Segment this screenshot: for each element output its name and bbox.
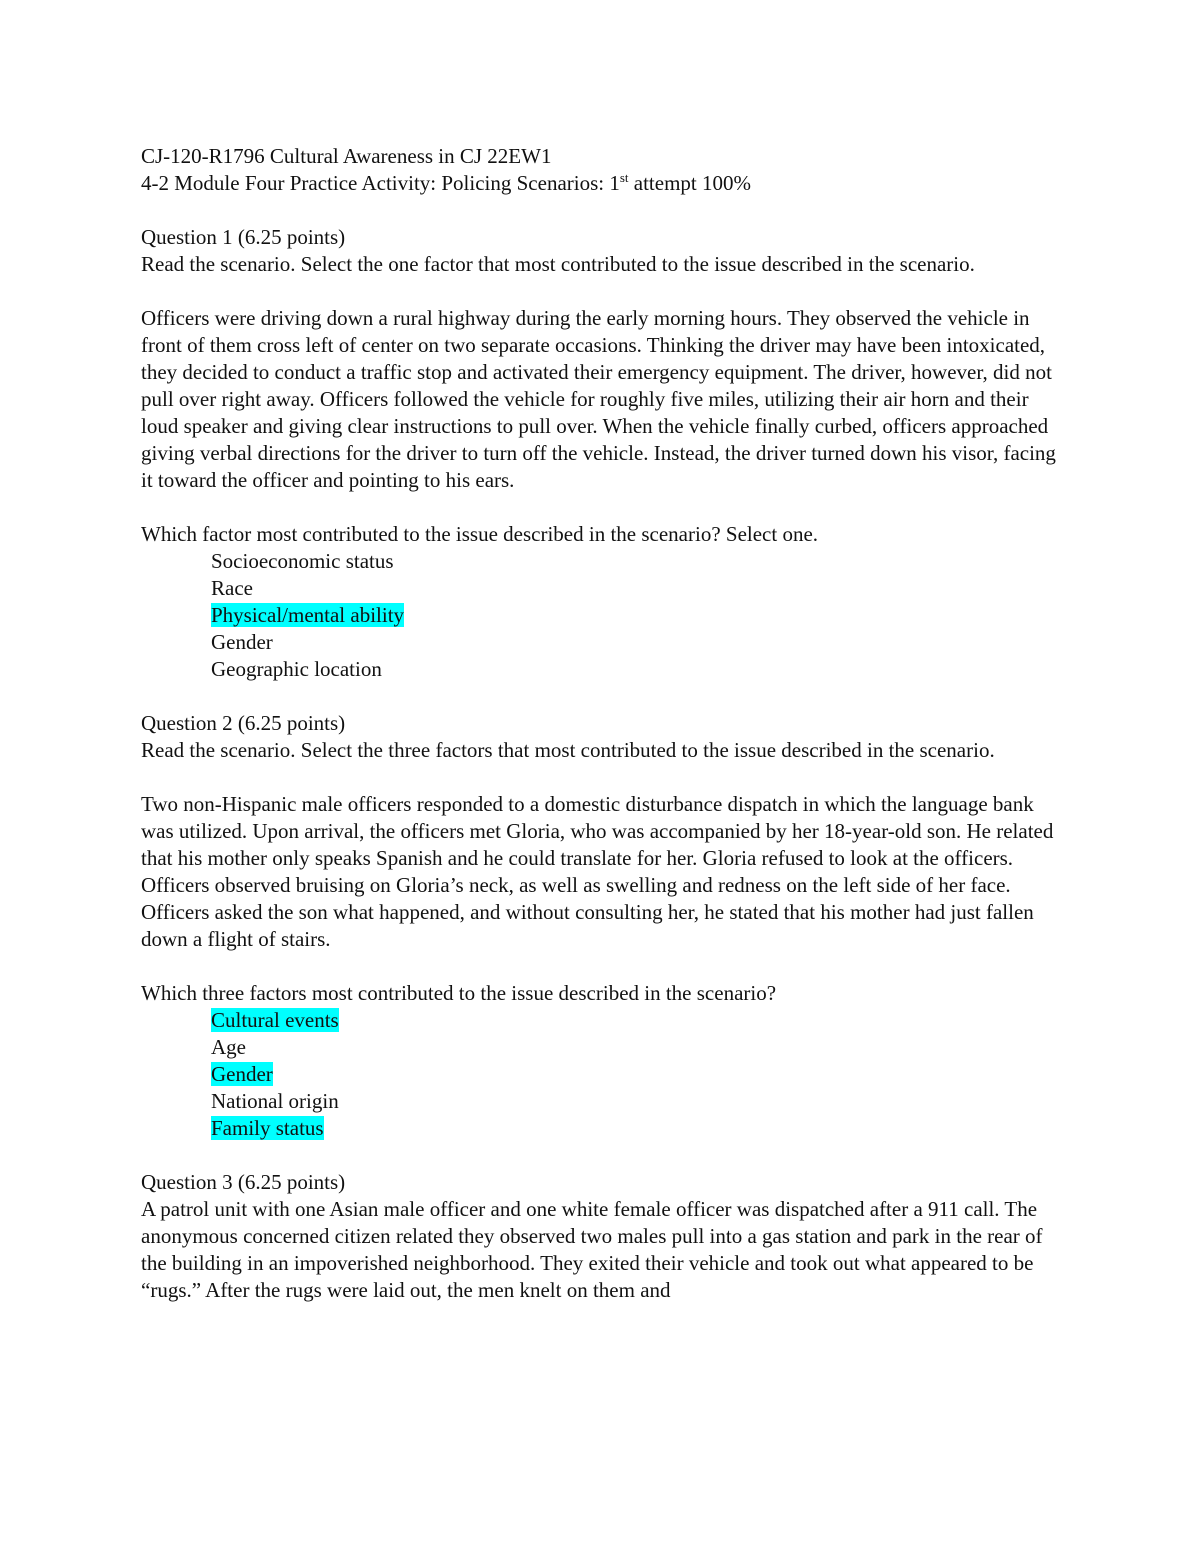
q2-option: National origin — [211, 1089, 339, 1113]
activity-title-prefix: 4-2 Module Four Practice Activity: Policing Scenarios: 1 — [141, 171, 620, 195]
q2-option-selected: Gender — [211, 1062, 273, 1086]
q1-title: Question 1 (6.25 points) — [141, 225, 346, 249]
q2-scenario: Two non-Hispanic male officers responded to a domestic disturbance dispatch in which the language bank was utilized. Upon arrival, the officers met Gloria, who was accompanied by her 18-year-old son. He related that his mother only speaks Spanish and he could translate for her. Gloria refused to look at the officers. Officers observed bruising on Gloria’s neck, as well as swelling and redness on the left side of her face. Officers asked the son what happened, and without consulting her, he stated that his mother had just fallen down a flight of stairs. — [141, 792, 1054, 951]
activity-title-superscript: st — [619, 170, 629, 185]
q1-option: Geographic location — [211, 657, 382, 681]
q2-option-selected: Cultural events — [211, 1008, 339, 1032]
q1-scenario: Officers were driving down a rural highway during the early morning hours. They observed the vehicle in front of them cross left of center on two separate occasions. Thinking the driver may have been intoxicated, they decided to conduct a traffic stop and activated their emergency equipment. The driver, however, did not pull over right away. Officers followed the vehicle for roughly five miles, utilizing their air horn and their loud speaker and giving clear instructions to pull over. When the vehicle finally curbed, officers approached giving verbal directions for the driver to turn off the vehicle. Instead, the driver turned down his visor, facing it toward the officer and pointing to his ears. — [141, 306, 1056, 492]
q2-option: Age — [211, 1035, 246, 1059]
q1-question: Which factor most contributed to the issue described in the scenario? Select one. — [141, 522, 819, 546]
q1-option: Gender — [211, 630, 273, 654]
q3-scenario: A patrol unit with one Asian male officer and one white female officer was dispatched after a 911 call. The anonymous concerned citizen related they observed two males pull into a gas station and park in the rear of the building in an impoverished neighborhood. They exited their vehicle and took out what appeared to be “rugs.” After the rugs were laid out, the men knelt on them and — [141, 1197, 1043, 1302]
q2-title: Question 2 (6.25 points) — [141, 711, 346, 735]
q1-option: Socioeconomic status — [211, 549, 394, 573]
activity-title — [141, 170, 1061, 197]
q2-option-selected: Family status — [211, 1116, 324, 1140]
q2-options — [141, 1007, 1061, 1142]
q1-option: Race — [211, 576, 253, 600]
q2-question: Which three factors most contributed to the issue described in the scenario? — [141, 981, 777, 1005]
q1-options — [141, 548, 1061, 683]
q2-instruction: Read the scenario. Select the three factors that most contributed to the issue described in the scenario. — [141, 738, 995, 762]
q3-title: Question 3 (6.25 points) — [141, 1170, 346, 1194]
q1-option-selected: Physical/mental ability — [211, 603, 405, 627]
q1-instruction: Read the scenario. Select the one factor that most contributed to the issue described in the scenario. — [141, 252, 975, 276]
course-title: CJ-120-R1796 Cultural Awareness in CJ 22EW1 — [141, 144, 552, 168]
document-page — [141, 143, 1061, 1304]
activity-title-suffix: attempt 100% — [628, 171, 752, 195]
